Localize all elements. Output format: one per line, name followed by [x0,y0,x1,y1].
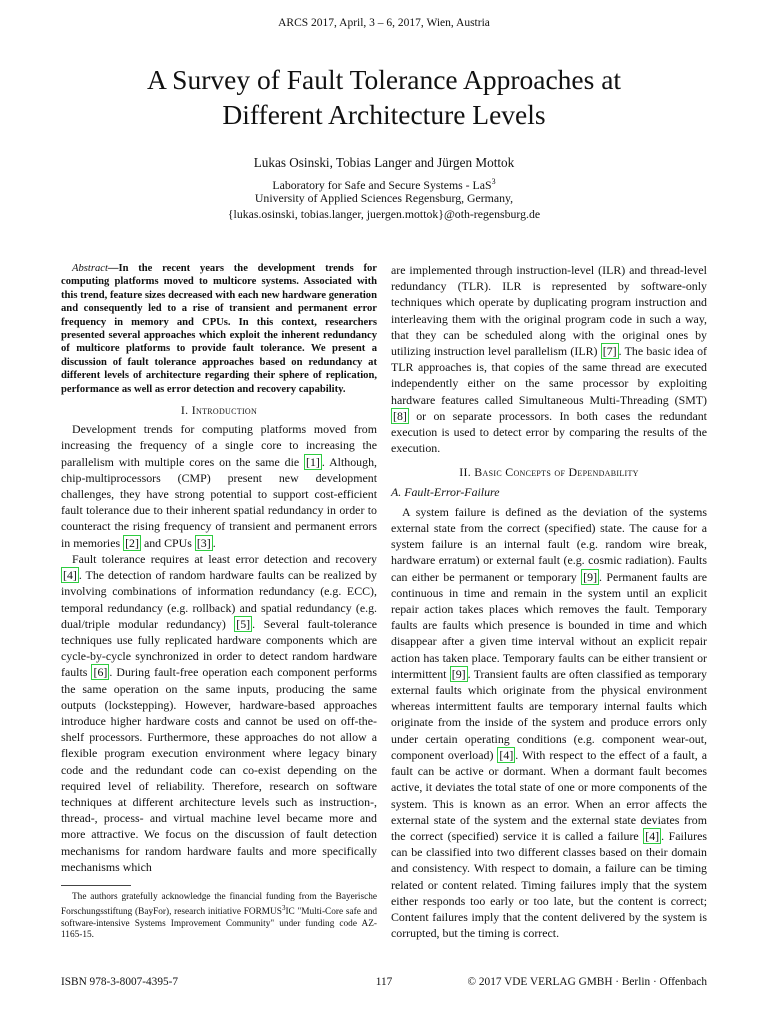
affiliation-university: University of Applied Sciences Regensburg, Germany, [254,191,514,205]
section-heading-basic-concepts: II. Basic Concepts of Dependability [459,465,639,480]
intro-paragraph-2: Fault tolerance requires at least error detection and recovery [4] . The detection of random hardware faults can be realized by involving combinations of information redundancy (e.g. ECC), temporal redundancy (e.g. rollback) and spatial redundancy (e.g. dual/triple modular redundancy) [5] . Several fault-tolerance techniques use fully replicated hardware components which are cycle-by-cycle synchronized in order to detect random hardware faults [6] . During fault-free operation each component performs the same operation on the same inputs, producing the same outputs (lockstepping). However, hardware-based approaches introduce higher hardware costs and cannot be used on off-the-shelf processors. Furthermore, these approaches do not allow a flexible program execution environment where legacy binary code and the redundant code can co-exist depending on the required level of reliability. Therefore, research on software techniques at different architecture levels such as instruction-, thread-, process- and virtual machine level became more and more attractive. We focus on the discussion of fault detection mechanisms for random hardware faults and more specifically mechanisms which [61,551,378,874]
subsection-heading-fault-error-failure: A. Fault-Error-Failure [391,484,500,499]
citation-link[interactable]: [4] [63,568,77,583]
affiliation-lab: Laboratory for Safe and Secure Systems - LaS$^3$ [272,177,496,192]
footer-isbn: ISBN 978-3-8007-4395-7 [61,976,179,988]
citation-link[interactable]: [1] [306,454,320,469]
citation-link[interactable]: [6] [93,665,108,680]
conference-header: ARCS 2017, April, 3 – 6, 2017, Wien, Austria [278,17,490,29]
title-line-1: A Survey of Fault Tolerance Approaches at [146,64,622,95]
footer-page-number: 117 [375,976,393,988]
left-column [61,262,377,942]
citation-link[interactable]: [9] [451,666,466,681]
funding-footnote: The authors gratefully acknowledge the financial funding from the Bayerische Forschungsstiftung (BayFor), research initiative FORMUS$^3$IC "Multi-Core safe and software-intensive Systems Improvement Community" under funding code AZ-1165-15. [61,891,377,941]
right-column [391,262,707,941]
citation-link[interactable]: [8] [393,408,407,423]
abstract: Abstract—In the recent years the development trends for computing platforms moved to multicore systems. Associated with this trend, feature sizes decreased with each new hardware generation and consequently led to a rise of transient and permanent error frequency in memory and CPUs. In this context, researchers presented several approaches which exploit the inherent redundancy of multicore platforms to provide fault tolerance. We present a discussion of fault tolerance approaches based on redundancy at different levels of architecture regarding their sphere of replication, performance as well as error detection and recovery capability. [61,263,377,395]
paper-title [0,62,768,132]
intro-paragraph-1: Development trends for computing platforms moved from increasing the frequency of a single core to increasing the parallelism with multiple cores on the same die [1] . Although, chip-multiprocessors (CMP) present new development challenges, they have strong potential to support cost-efficient fault tolerance due to their inherent spatial redundancy in order to counteract the rising frequency of transient and permanent errors in memories [2] and CPUs [3] . [61,422,377,550]
citation-link[interactable]: [5] [236,616,251,631]
section-heading-introduction: I. Introduction [180,403,258,418]
author-emails: {lukas.osinski, tobias.langer, juergen.mottok}@oth-regensburg.de [227,207,541,221]
citation-link[interactable]: [7] [602,344,617,359]
title-line-2: Different Architecture Levels [222,99,546,130]
citation-link[interactable]: [4] [645,828,660,843]
intro-paragraph-continued: are implemented through instruction-level (ILR) and thread-level redundancy (TLR). ILR is represented by software-only techniques which operate by duplicating program instruction and interleaving them with the original program code in such a way, that they can be scheduled along with the original ones by utilizing instruction level parallelism (ILR) [7] . The basic idea of TLR approaches is, that copies of the same thread are executed independently either on the same processor by exploiting hardware features called Simultaneous Multi-Threading (SMT) [8] or on separate processors. In both cases the redundant execution is used to detect error by comparing the results of the execution. [391,263,707,456]
footer-copyright: © 2017 VDE VERLAG GMBH · Berlin · Offenbach [467,976,707,988]
citation-link[interactable]: [4] [499,747,514,762]
citation-link[interactable]: [2] [125,535,139,550]
citation-link[interactable]: [9] [583,569,598,584]
citation-link[interactable]: [3] [196,535,211,550]
basic-concepts-paragraph: A system failure is defined as the deviation of the systems external state from the correct (specified) state. The cause for a system failure is an internal fault (e.g. random wire break, hardware erratum) or external fault (e.g. cosmic radiation). Faults can either be permanent or temporary [9] . Permanent faults are continuous in time and remain in the system until an explicit repair action takes places which removes the fault. Temporary faults are faults which presence is bounded in time and which disappear after a given time interval without an explicit repair action has taken place. Temporary faults can be either transient or intermittent [9] . Transient faults are often classified as temporary external faults which originate from the physical environment whereas intermittent faults are temporary internal faults which originate from the inside of the system and produce errors only under certain operating conditions (e.g. component wear-out, component overload) [4] . With respect to the effect of a fault, a fault can be active or dormant. When a dormant fault becomes active, it deviates the total state of one or more components of the system. This is known as an error. When an error affects the external state of the system and the external state deviates from the correct (specified) service it is called a failure [4] . Failures can be classified into two different classes based on their domain and consistency. With respect to domain, a failure can be timing related or content related. Timing failures imply that the system either responds too early or too late, but the content is correct; Content failures imply that the content delivered by the system is corrupted, but the timing is correct. [391,504,708,941]
footnote-divider [61,885,131,886]
author-list: Lukas Osinski, Tobias Langer and Jürgen Mottok [253,155,515,170]
